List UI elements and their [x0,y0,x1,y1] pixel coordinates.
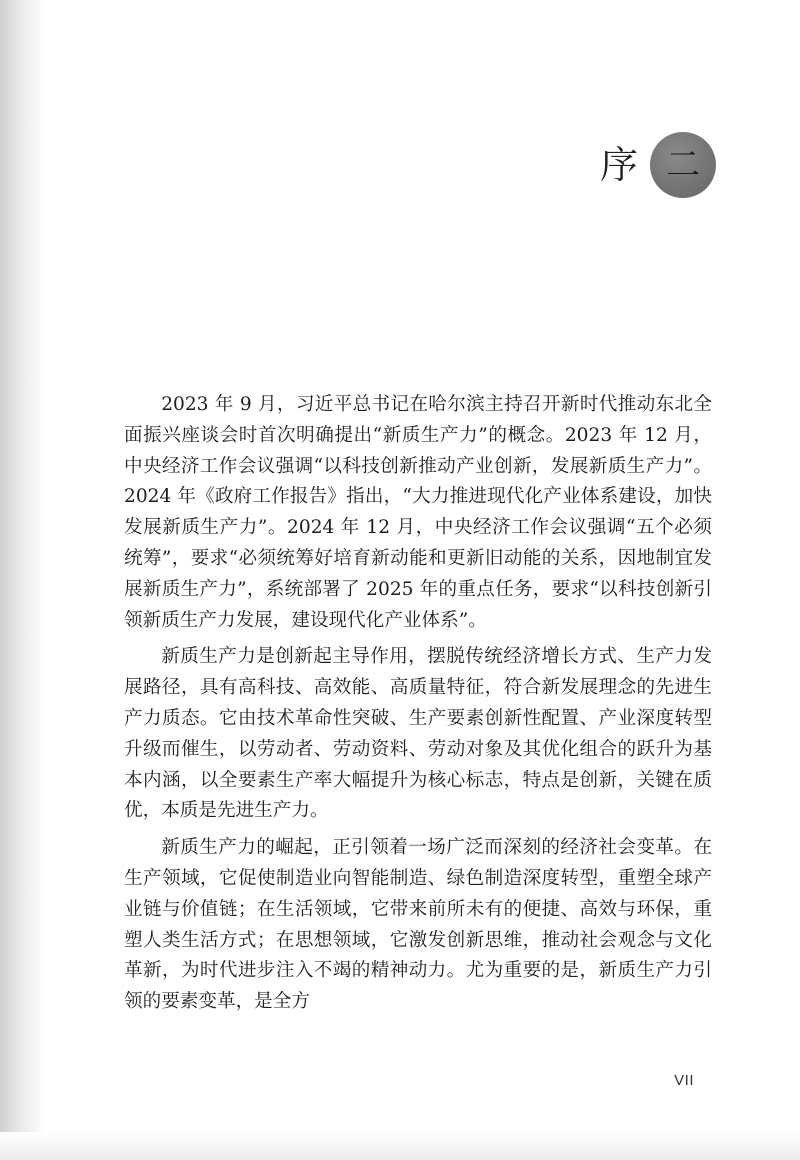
chapter-heading [600,130,716,200]
heading-number: 二 [666,145,700,185]
paragraph-3: 新质生产力的崛起，正引领着一场广泛而深刻的经济社会变革。在生产领域，它促使制造业向智能制造、绿色制造深度转型，重塑全球产业链与价值链；在生活领域，它带来前所未有的便捷、高效与环保，重塑人类生活方式；在思想领域，它激发创新思维，推动社会观念与文化革新，为时代进步注入不竭的精神动力。尤为重要的是，新质生产力引领的要素变革，是全方 [124,837,712,1013]
heading-number-badge [650,132,716,198]
page-number: VII [674,1072,694,1089]
heading-label: 序 [599,143,638,187]
spine-shadow [0,0,46,1160]
paragraph-1: 2023 年 9 月，习近平总书记在哈尔滨主持召开新时代推动东北全面振兴座谈会时首次明确提出“新质生产力”的概念。2023 年 12 月，中央经济工作会议强调“以科技创新推动产业创新，发展新质生产力”。2024 年《政府工作报告》指出，“大力推进现代化产业体系建设，加快发展新质生产力”。2024 年 12 月，中央经济工作会议强调“五个必须统筹”，要求“必须统筹好培育新动能和更新旧动能的关系，因地制宜发展新质生产力”，系统部署了 2025 年的重点任务，要求“以科技创新引领新质生产力发展，建设现代化产业体系”。 [124,394,712,631]
paragraph-2: 新质生产力是创新起主导作用，摆脱传统经济增长方式、生产力发展路径，具有高科技、高效能、高质量特征，符合新发展理念的先进生产力质态。它由技术革命性突破、生产要素创新性配置、产业深度转型升级而催生，以劳动者、劳动资料、劳动对象及其优化组合的跃升为基本内涵，以全要素生产率大幅提升为核心标志，特点是创新，关键在质优，本质是先进生产力。 [124,646,712,822]
bottom-edge-shadow [0,1132,800,1160]
body-text [124,390,712,1024]
